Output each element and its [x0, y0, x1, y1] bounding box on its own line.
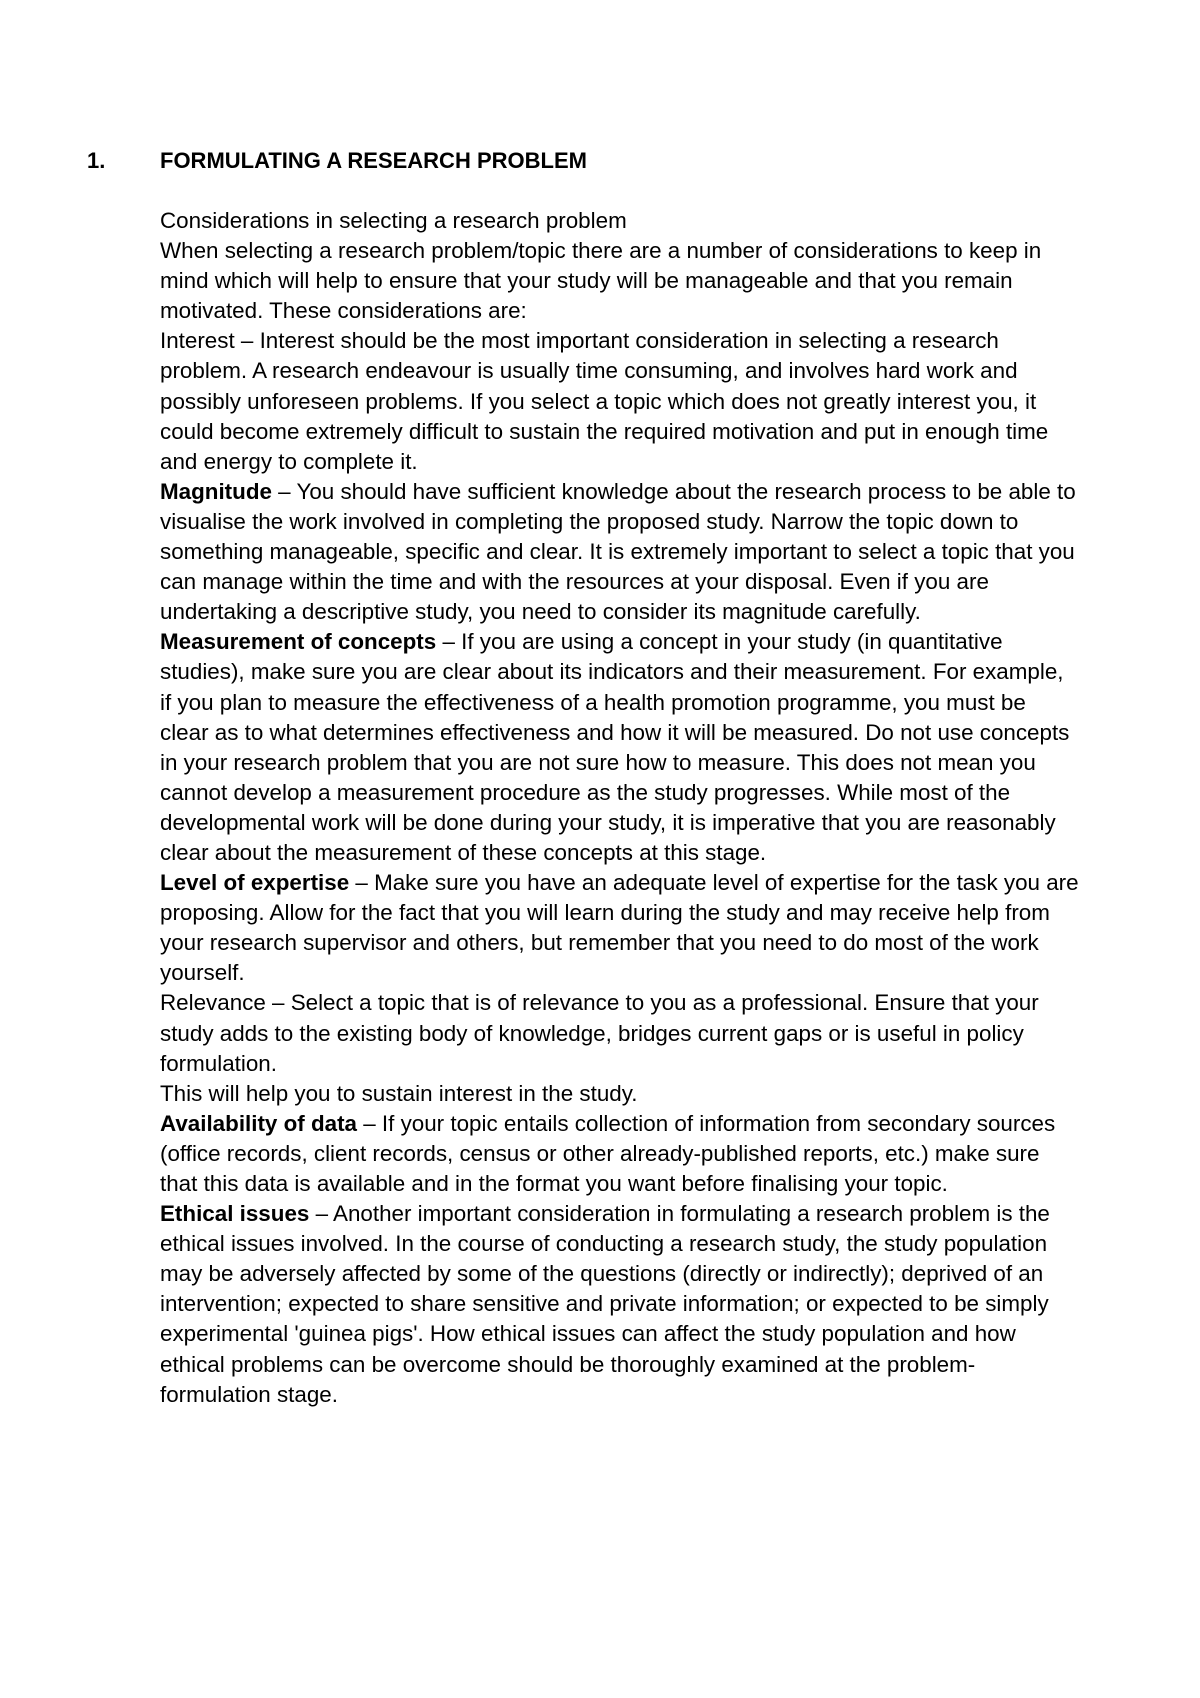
consideration-interest — [160, 326, 1080, 476]
consideration-measurement — [160, 627, 1080, 868]
consideration-text: – If you are using a concept in your study (in quantitative studies), make sure you are clear about its indicators and their measurement. For example, if you plan to measure the effectiveness of a health promotion programme, you must be clear as to what determines effectiveness and how it will be measured. Do not use concepts in your research problem that you are not sure how to measure. This does not mean you cannot develop a measurement procedure as the study progresses. While most of the developmental work will be done during your study, it is imperative that you are reasonably clear about the measurement of these concepts at this stage. — [160, 629, 1070, 865]
consideration-term: Availability of data — [160, 1110, 358, 1136]
consideration-ethical-issues — [160, 1199, 1080, 1410]
consideration-text: – You should have sufficient knowledge about the research process to be able to visualise the work involved in completing the proposed study. Narrow the topic down to something manageable, specific and clear. It is extremely important to select a topic that you can manage within the time and with the resources at your disposal. Even if you are undertaking a descriptive study, you need to consider its magnitude carefully. — [160, 478, 1076, 625]
consideration-expertise — [160, 868, 1080, 988]
consideration-term: Ethical issues — [160, 1201, 310, 1227]
consideration-text: Interest – Interest should be the most important consideration in selecting a research problem. A research endeavour is usually time consuming, and involves hard work and possibly unforeseen problems. If you select a topic which does not greatly interest you, it could become extremely difficult to sustain the required motivation and put in enough time and energy to complete it. — [160, 328, 1049, 474]
consideration-magnitude — [160, 477, 1080, 627]
document-body — [160, 206, 1080, 1410]
consideration-text: – Another important consideration in formulating a research problem is the ethical issues involved. In the course of conducting a research study, the study population may be adversely affected by some of the questions (directly or indirectly); deprived of an intervention; expected to share sensitive and private information; or expected to be simply experimental 'guinea pigs'. How ethical issues can affect the study population and how ethical problems can be overcome should be thoroughly examined at the problem-formulation stage. — [160, 1201, 1050, 1407]
intro-paragraph: When selecting a research problem/topic there are a number of considerations to keep in mind which will help to ensure that your study will be manageable and that you remain motivated. These considerations are: — [160, 238, 1042, 324]
intro-subtitle: Considerations in selecting a research problem — [160, 208, 627, 233]
consideration-text: Relevance – Select a topic that is of relevance to you as a professional. Ensure that your study adds to the existing body of knowledge, bridges current gaps or is useful in policy formulation. — [160, 990, 1039, 1076]
consideration-term: Level of expertise — [160, 870, 350, 896]
consideration-data-availability — [160, 1109, 1080, 1199]
consideration-term: Measurement of concepts — [160, 629, 437, 655]
section-title: FORMULATING A RESEARCH PROBLEM — [160, 148, 587, 173]
consideration-text: – If your topic entails collection of information from secondary sources (office records, client records, census or other already-published reports, etc.) make sure that this data is available and in the format you want before finalising your topic. — [160, 1110, 1056, 1196]
section-number: 1. — [87, 148, 106, 173]
consideration-text: This will help you to sustain interest in the study. — [160, 1080, 638, 1106]
relevance-note — [160, 1079, 1080, 1109]
consideration-term: Magnitude — [160, 478, 272, 504]
consideration-relevance — [160, 988, 1080, 1078]
consideration-text: – Make sure you have an adequate level of expertise for the task you are proposing. Allow for the fact that you will learn during the study and may receive help from your research supervisor and others, but remember that you need to do most of the work yourself. — [160, 870, 1079, 986]
